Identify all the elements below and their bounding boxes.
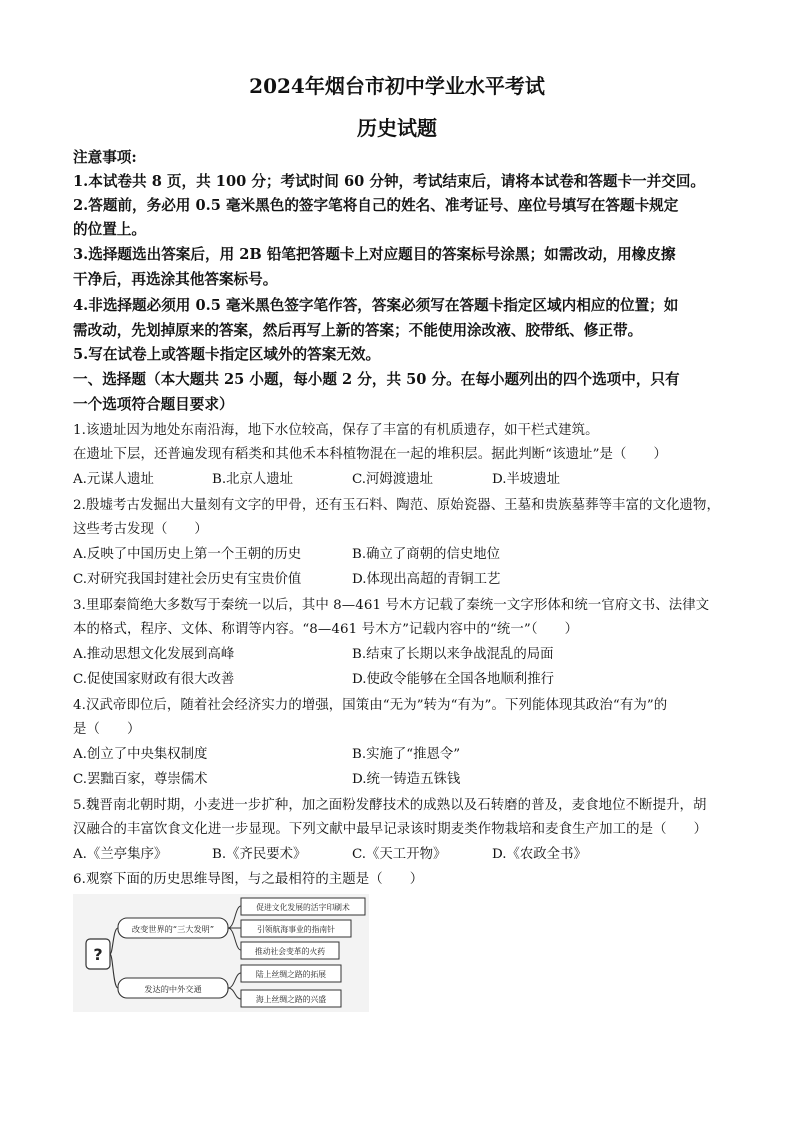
question-5-option-b: B.《齐民要术》 (212, 847, 307, 862)
exam-title: 2024年烟台市初中学业水平考试 (249, 74, 545, 98)
question-3-stem: 本的格式，程序、文体、称谓等内容。“8—461 号木方”记载内容中的“统一”（ ） (73, 622, 579, 637)
mind-map-leaf-label: 海上丝绸之路的兴盛 (255, 995, 327, 1004)
mind-map-center-label: ? (93, 945, 103, 964)
question-4-option-c: C.罢黜百家，尊崇儒术 (73, 772, 208, 787)
exam-subtitle: 历史试题 (357, 116, 437, 140)
question-1-option-b: B.北京人遗址 (212, 472, 294, 487)
question-5-option-a: A.《兰亭集序》 (73, 847, 168, 862)
question-4-option-a: A.创立了中央集权制度 (73, 747, 208, 762)
question-4-option-d: D.统一铸造五铢钱 (352, 772, 461, 787)
mind-map-diagram (73, 894, 369, 1012)
notice-line: 干净后，再选涂其他答案标号。 (73, 271, 278, 288)
question-1-option-c: C.河姆渡遗址 (352, 472, 433, 487)
question-3-option-c: C.促使国家财政有很大改善 (73, 672, 235, 687)
mind-map-branch-1-label: 改变世界的“三大发明” (131, 924, 215, 934)
question-1-option-a: A.元谋人遗址 (73, 472, 154, 487)
question-4-stem: 4.汉武帝即位后，随着社会经济实力的增强，国策由“无为”转为“有为”。下列能体现其政治“有为”的 (73, 698, 668, 713)
question-2-option-b: B.确立了商朝的信史地位 (352, 547, 501, 562)
question-4-option-b: B.实施了“推恩令” (352, 747, 461, 762)
section-heading: 一、选择题（本大题共 25 小题，每小题 2 分，共 50 分。在每小题列出的四个选项中，只有 (73, 371, 680, 388)
question-2-stem: 2.殷墟考古发掘出大量刻有文字的甲骨，还有玉石料、陶范、原始瓷器、王墓和贵族墓葬等丰富的文化遗物， (73, 498, 721, 513)
mind-map-leaf-label: 推动社会变革的火药 (254, 947, 326, 956)
mind-map-leaf-label: 引领航海事业的指南针 (257, 925, 335, 934)
question-3-option-d: D.使政令能够在全国各地顺利推行 (352, 672, 554, 687)
notice-line: 5.写在试卷上或答题卡指定区域外的答案无效。 (73, 346, 381, 363)
notice-line: 2.答题前，务必用 0.5 毫米黑色的签字笔将自己的姓名、准考证号、座位号填写在答题卡规定 (73, 197, 679, 214)
question-2-option-c: C.对研究我国封建社会历史有宝贵价值 (73, 572, 302, 587)
mind-map-leaf-label: 陆上丝绸之路的拓展 (255, 970, 327, 979)
mind-map-leaf-label: 促进文化发展的活字印刷术 (256, 903, 350, 912)
notice-line: 3.选择题选出答案后，用 2B 铅笔把答题卡上对应题目的答案标号涂黑；如需改动，用橡皮擦 (73, 246, 676, 263)
mind-map-branch-2-label: 发达的中外交通 (144, 984, 202, 994)
notice-line: 需改动，先划掉原来的答案，然后再写上新的答案；不能使用涂改液、胶带纸、修正带。 (73, 322, 643, 339)
notice-line: 的位置上。 (73, 221, 146, 238)
notice-line: 1.本试卷共 8 页，共 100 分；考试时间 60 分钟，考试结束后，请将本试卷和答题卡一并交回。 (73, 173, 706, 190)
notice-line: 4.非选择题必须用 0.5 毫米黑色签字笔作答，答案必须写在答题卡指定区域内相应的位置；如 (73, 297, 679, 314)
question-2-option-a: A.反映了中国历史上第一个王朝的历史 (73, 547, 302, 562)
question-1-stem: 1.该遗址因为地处东南沿海，地下水位较高，保存了丰富的有机质遗存，如干栏式建筑。 (73, 423, 599, 438)
question-5-option-d: D.《农政全书》 (492, 847, 587, 862)
question-3-option-a: A.推动思想文化发展到高峰 (73, 647, 235, 662)
question-4-stem: 是（ ） (73, 722, 141, 737)
question-5-stem: 5.魏晋南北朝时期，小麦进一步扩种，加之面粉发酵技术的成熟以及石转磨的普及，麦食地位不断提升，胡 (73, 798, 707, 813)
question-5-stem: 汉融合的丰富饮食文化进一步显现。下列文献中最早记录该时期麦类作物栽培和麦食生产加工的是（ ） (73, 822, 708, 837)
question-1-option-d: D.半坡遗址 (492, 472, 561, 487)
question-3-stem: 3.里耶秦简绝大多数写于秦统一以后，其中 8—461 号木方记载了秦统一文字形体和统一官府文书、法律文 (73, 598, 710, 613)
question-2-stem: 这些考古发现（ ） (73, 522, 208, 537)
notice-heading: 注意事项: (73, 149, 137, 166)
question-2-option-d: D.体现出高超的青铜工艺 (352, 572, 501, 587)
question-1-stem: 在遗址下层，还普遍发现有稻类和其他禾本科植物混在一起的堆积层。据此判断“该遗址”是（ ） (73, 447, 667, 462)
mind-map-figure (73, 894, 369, 1012)
question-5-option-c: C.《天工开物》 (352, 847, 447, 862)
question-6-stem: 6.观察下面的历史思维导图，与之最相符的主题是（ ） (73, 872, 424, 887)
question-3-option-b: B.结束了长期以来争战混乱的局面 (352, 647, 554, 662)
section-heading: 一个选项符合题目要求） (73, 396, 234, 413)
